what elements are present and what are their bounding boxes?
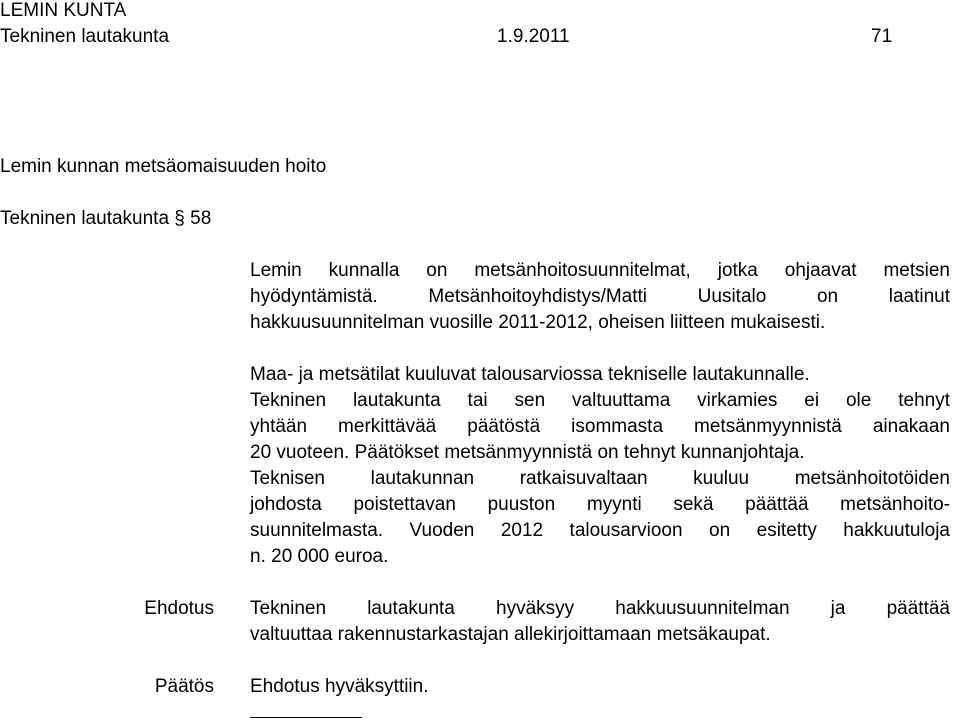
item-title: Lemin kunnan metsäomaisuuden hoito — [0, 156, 327, 177]
proposal-label: Ehdotus — [144, 598, 214, 619]
body-p1-line: Lemin kunnalla on metsänhoitosuunnitelmat, jotka ohjaavat metsien — [250, 260, 950, 281]
proposal-line: valtuuttaa rakennustarkastajan allekirjoittamaan metsäkaupat. — [250, 624, 771, 645]
item-reference: Tekninen lautakunta § 58 — [0, 208, 212, 229]
body-p1-line: hakkuusuunnitelman vuosille 2011-2012, oheisen liitteen mukaisesti. — [250, 312, 826, 333]
body-p2-line: yhtään merkittävää päätöstä isommasta metsänmyynnistä ainakaan — [250, 416, 950, 437]
body-p2-line: suunnitelmasta. Vuoden 2012 talousarvioon on esitetty hakkuutuloja — [250, 520, 950, 541]
body-p2-line: 20 vuoteen. Päätökset metsänmyynnistä on tehnyt kunnanjohtaja. — [250, 442, 805, 463]
municipality-name: LEMIN KUNTA — [0, 0, 127, 21]
body-p2-line: n. 20 000 euroa. — [250, 546, 389, 567]
page-number: 71 — [871, 26, 893, 47]
decision-label: Päätös — [154, 676, 214, 697]
body-p2-line: johdosta poistettavan puuston myynti sekä päättää metsänhoito- — [250, 494, 950, 515]
proposal-line: Tekninen lautakunta hyväksyy hakkuusuunnitelman ja päättää — [250, 598, 950, 619]
decision-text: Ehdotus hyväksyttiin. — [250, 676, 429, 697]
closing-rule — [250, 717, 362, 718]
header-board: Tekninen lautakunta — [0, 26, 170, 47]
header-date: 1.9.2011 — [497, 26, 570, 47]
body-p2-line: Teknisen lautakunnan ratkaisuvaltaan kuuluu metsänhoitotöiden — [250, 468, 950, 489]
body-p2-line: Maa- ja metsätilat kuuluvat talousarviossa tekniselle lautakunnalle. — [250, 364, 810, 385]
body-p2-line: Tekninen lautakunta tai sen valtuuttama virkamies ei ole tehnyt — [250, 390, 950, 411]
body-p1-line: hyödyntämistä. Metsänhoitoyhdistys/Matti Uusitalo on laatinut — [250, 286, 950, 307]
